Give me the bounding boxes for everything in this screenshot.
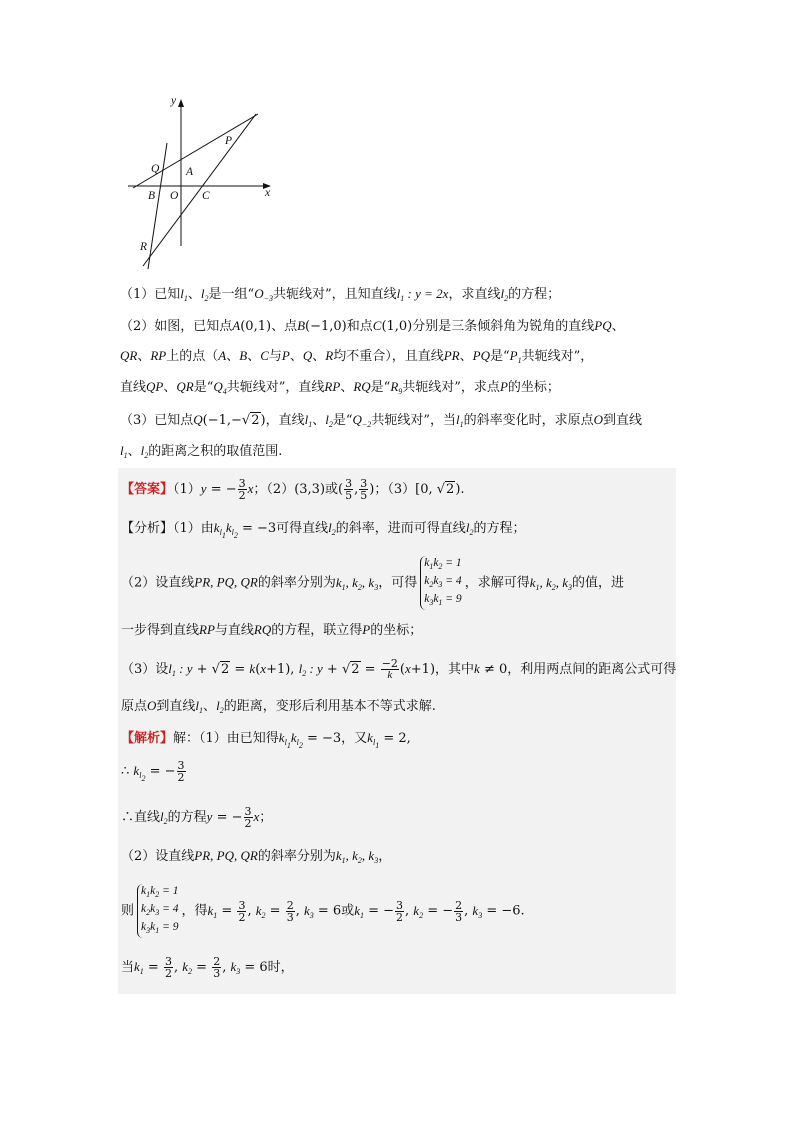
point-p-label: P	[225, 135, 233, 147]
explain-tag: 【解析】	[121, 731, 174, 746]
analysis-line-5: 原点O到直线$l_1$、$l_2$的距离，变形后利用基本不等式求解.	[121, 698, 436, 715]
question-2-line-1: （2）如图，已知点A(0,1)、点B(−1,0)和点C(1,0)分别是三条倾斜角为锐角的直线PQ、	[120, 318, 625, 334]
y-axis-label: y	[171, 95, 177, 107]
point-a-label: A	[186, 166, 194, 178]
analysis-line-2: （2）设直线PR, PQ, QR的斜率分别为$k_1$, $k_2$, $k_3$，可得 $k_1k_2 = 1$ $k_2k_3 = 4$ $k_3k_1 = 9$ ，求解可得$k_1$, $k_2$, $k_3$的值，进	[121, 556, 624, 610]
explain-line-4: （2）设直线PR, PQ, QR的斜率分别为$k_1$, $k_2$, $k_3$，	[121, 848, 392, 865]
analysis-line-3: 一步得到直线RP与直线RQ的方程，联立得P的坐标；	[121, 622, 423, 638]
analysis-tag: 【分析】	[121, 521, 174, 536]
answer-tag: 【答案】	[121, 482, 174, 497]
question-3-line-2: $l_1$、$l_2$的距离之积的取值范围.	[120, 443, 283, 460]
y-axis-arrow	[178, 99, 184, 107]
explain-line-2: ∴ $k_{l_2}$ = − $\frac{3}{2}$	[121, 759, 185, 784]
line-qp	[133, 114, 258, 188]
point-b-label: B	[148, 190, 156, 202]
coordinate-figure	[118, 86, 288, 276]
question-2-line-3: 直线QP、QR是“$Q_4$共轭线对”，直线RP、RQ是“$R_9$共轭线对”，求点P的坐标；	[120, 379, 560, 396]
explain-line-1: 【解析】解：（1）由已知得$k_{l_1}k_{l_2} = -3$，又$k_{l_1} = 2$,	[121, 730, 411, 750]
question-3-line-1: （3）已知点Q(−1,−√2)，直线$l_1$、$l_2$是“$Q_{-2}$共轭线对”，当$l_1$的斜率变化时，求原点O到直线	[120, 412, 643, 429]
question-1: （1）已知$l_1$、$l_2$是一组“$O_{-3}$共轭线对”，且知直线$l_1$ : y = 2x，求直线$l_2$的方程；	[120, 286, 561, 303]
explain-line-6: 当$k_1$ = $\frac{3}{2}$ , $k_2$ = $\frac{2}{3}$ , $k_3 = 6$时，	[121, 955, 294, 980]
explain-line-5: 则 $k_1k_2 = 1$ $k_2k_3 = 4$ $k_3k_1 = 9$ ，得$k_1$ = $\frac{3}{2}$ , $k_2$ = $\frac{2}{3}$ , $k_3 = 6$或$k_1$ = − $\frac{3}{2}$ , $k_2$ = − $\frac{2}{3}$ , $k_3 = -6$.	[121, 884, 525, 938]
question-2-line-2: QR、RP上的点（A、B、C与P、Q、R均不重合），且直线PR、PQ是“$P_1$共轭线对”，	[120, 348, 594, 365]
point-q-label: Q	[151, 163, 160, 175]
analysis-line-4: （3）设$l_1$ : y + √2 = k(x+1), $l_2$ : y + √2 = $\frac{-2}{k}$ (x+1)，其中k ≠ 0，利用两点间的距离公式可得	[121, 657, 677, 681]
point-o-label: O	[170, 190, 179, 202]
point-r-label: R	[140, 241, 148, 253]
explain-line-3: ∴直线$l_2$的方程y = − $\frac{3}{2}$ x；	[121, 805, 273, 830]
lines-diagram	[118, 86, 288, 276]
answer-line: 【答案】（1）y = − $\frac{3}{2}$ x；（2）(3,3)或( $\frac{3}{5}$ , $\frac{3}{5}$ )；（3）[0, √2).	[121, 477, 465, 502]
point-c-label: C	[202, 190, 210, 202]
x-axis-label: x	[265, 187, 271, 199]
analysis-line-1: 【分析】（1）由$k_{l_1}k_{l_2} = -3$可得直线$l_2$的斜率，进而可得直线$l_2$的方程；	[121, 520, 526, 540]
line-qr	[148, 143, 167, 269]
